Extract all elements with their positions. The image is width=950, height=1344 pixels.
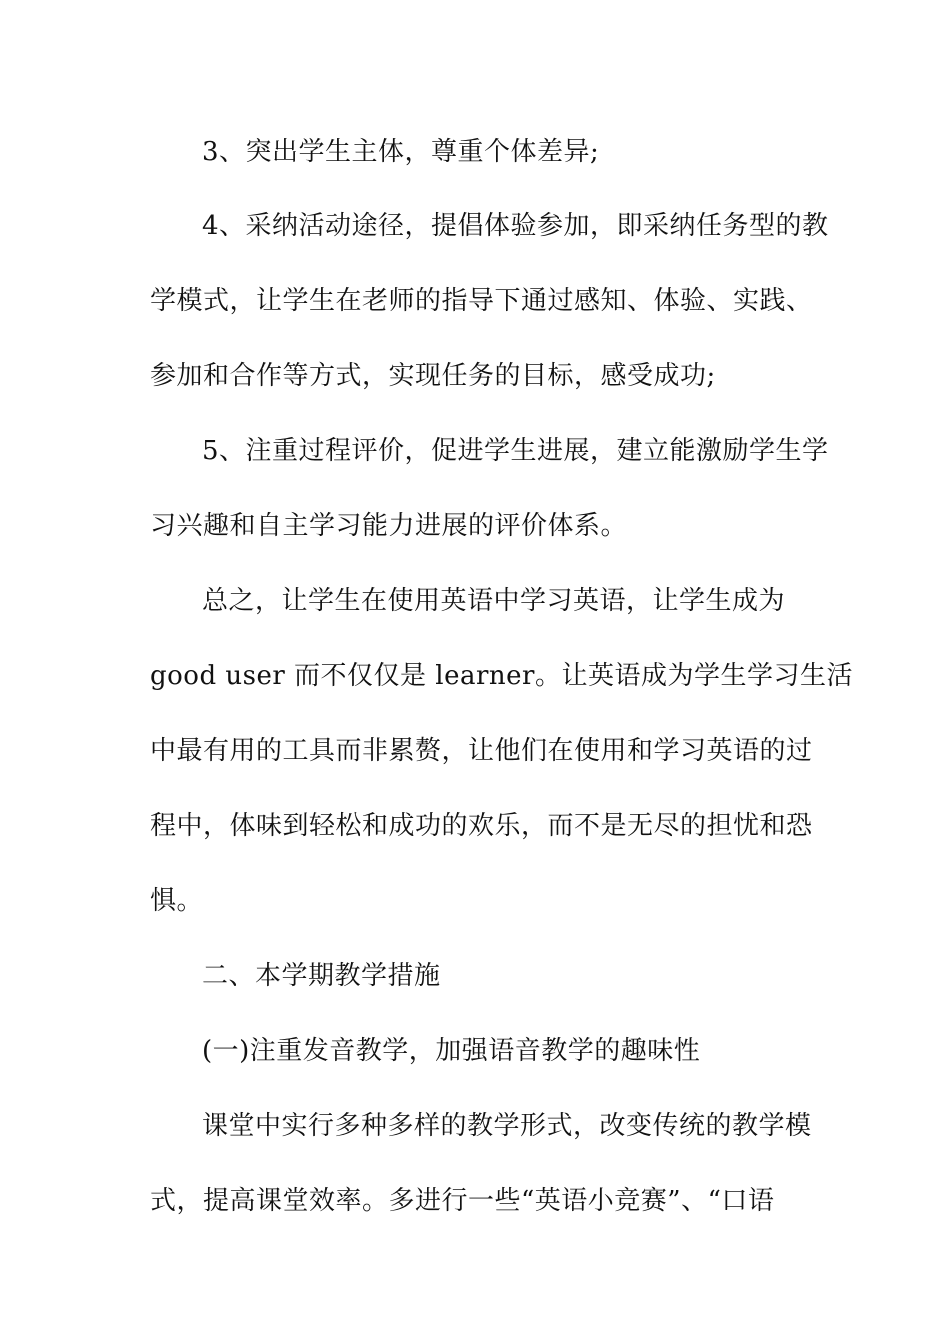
body-paragraph-line-1: 课堂中实行多种多样的教学形式，改变传统的教学模 [202, 1111, 812, 1141]
list-item-5-line-2: 习兴趣和自主学习能力进展的评价体系。 [150, 511, 628, 541]
summary-paragraph-line-1: 总之，让学生在使用英语中学习英语，让学生成为 [202, 586, 786, 616]
list-item-3: 3、突出学生主体，尊重个体差异; [202, 137, 600, 167]
summary-paragraph-line-5: 惧。 [150, 886, 204, 916]
list-item-5-line-1: 5、注重过程评价，促进学生进展，建立能激励学生学 [202, 436, 829, 466]
summary-paragraph-line-4: 程中，体味到轻松和成功的欢乐，而不是无尽的担忧和恐 [150, 811, 813, 841]
summary-paragraph-line-2: good user 而不仅仅是 learner。让英语成为学生学习生活 [150, 661, 853, 691]
list-item-4-line-2: 学模式，让学生在老师的指导下通过感知、体验、实践、 [150, 286, 813, 316]
body-paragraph-line-2: 式，提高课堂效率。多进行一些“英语小竞赛”、“口语 [150, 1186, 775, 1216]
summary-paragraph-line-3: 中最有用的工具而非累赘，让他们在使用和学习英语的过 [150, 736, 813, 766]
subsection-heading: (一)注重发音教学，加强语音教学的趣味性 [202, 1036, 701, 1066]
list-item-4-line-3: 参加和合作等方式，实现任务的目标，感受成功; [150, 361, 716, 391]
section-heading: 二、本学期教学措施 [202, 961, 441, 991]
list-item-4-line-1: 4、采纳活动途径，提倡体验参加，即采纳任务型的教 [202, 211, 829, 241]
